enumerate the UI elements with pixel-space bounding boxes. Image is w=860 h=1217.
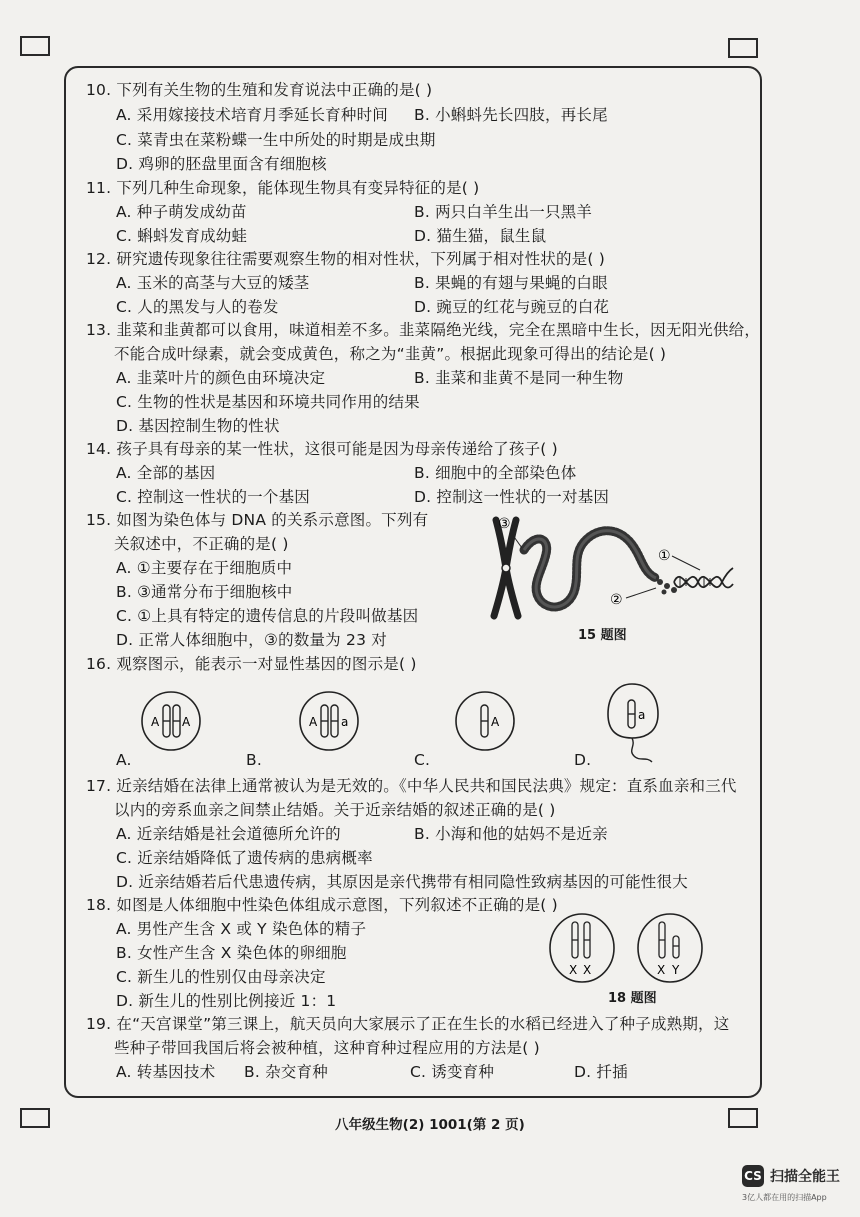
page-footer: 八年级生物(2) 1001(第 2 页) [335, 1117, 525, 1133]
label-2: ② [610, 592, 623, 608]
q17-option-c: C. 近亲结婚降低了遗传病的患病概率 [116, 849, 373, 867]
q15-stem: 15. 如图为染色体与 DNA 的关系示意图。下列有 [86, 511, 429, 529]
gene-b-left: A [309, 715, 318, 729]
q13-option-b: B. 韭菜和韭黄不是同一种生物 [414, 369, 624, 387]
label-3: ③ [498, 516, 511, 532]
gene-b-right: a [341, 715, 349, 729]
q15-option-c: C. ①上具有特定的遗传信息的片段叫做基因 [116, 607, 419, 625]
q18-option-d: D. 新生儿的性别比例接近 1：1 [116, 992, 337, 1010]
corner-mark-top-right [728, 38, 758, 58]
chromosome-dna-diagram [484, 512, 734, 624]
cell-diagram-b [298, 690, 360, 752]
q15-option-b: B. ③通常分布于细胞核中 [116, 583, 293, 601]
q13-stem-continued: 不能合成叶绿素，就会变成黄色，称之为“韭黄”。根据此现象可得出的结论是( ) [114, 345, 667, 363]
q17-option-d: D. 近亲结婚若后代患遗传病，其原因是亲代携带有相同隐性致病基因的可能性很大 [116, 873, 688, 891]
brand-tagline: 3亿人都在用的扫描App [742, 1193, 827, 1202]
q18-stem: 18. 如图是人体细胞中性染色体组成示意图，下列叙述不正确的是( ) [86, 896, 558, 914]
q17-option-b: B. 小海和他的姑妈不是近亲 [414, 825, 608, 843]
q11-option-c: C. 蝌蚪发育成幼蛙 [116, 227, 248, 245]
q16-stem: 16. 观察图示，能表示一对显性基因的图示是( ) [86, 655, 417, 673]
q16-option-c: C. [414, 751, 431, 769]
q10-stem: 10. 下列有关生物的生殖和发育说法中正确的是( ) [86, 81, 433, 99]
q19-option-b: B. 杂交育种 [244, 1063, 328, 1081]
q14-stem: 14. 孩子具有母亲的某一性状，这很可能是因为母亲传递给了孩子( ) [86, 440, 558, 458]
cs-logo-icon: CS [742, 1165, 764, 1187]
q10-option-b: B. 小蝌蚪先长四肢，再长尾 [414, 106, 608, 124]
q12-stem: 12. 研究遗传现象往往需要观察生物的相对性状，下列属于相对性状的是( ) [86, 250, 606, 268]
q18-option-a: A. 男性产生含 X 或 Y 染色体的精子 [116, 920, 367, 938]
q15-option-a: A. ①主要存在于细胞质中 [116, 559, 293, 577]
q18-option-c: C. 新生儿的性别仅由母亲决定 [116, 968, 326, 986]
q13-option-a: A. 韭菜叶片的颜色由环境决定 [116, 369, 326, 387]
q17-stem: 17. 近亲结婚在法律上通常被认为是无效的。《中华人民共和国民法典》规定：直系血亲和三代 [86, 777, 737, 795]
scanner-watermark [742, 1165, 840, 1187]
q19-option-d: D. 扦插 [574, 1063, 628, 1081]
q12-option-c: C. 人的黑发与人的卷发 [116, 298, 279, 316]
q13-stem: 13. 韭菜和韭黄都可以食用，味道相差不多。韭菜隔绝光线，完全在黑暗中生长，因无阳光供给， [86, 321, 761, 339]
q10-option-a: A. 采用嫁接技术培育月季延长育种时间 [116, 106, 388, 124]
corner-mark-top-left [20, 36, 50, 56]
q11-option-a: A. 种子萌发成幼苗 [116, 203, 247, 221]
q15-stem-continued: 关叙述中，不正确的是( ) [114, 535, 289, 553]
q17-stem-continued: 以内的旁系血亲之间禁止结婚。关于近亲结婚的叙述正确的是( ) [114, 801, 556, 819]
q11-stem: 11. 下列几种生命现象，能体现生物具有变异特征的是( ) [86, 179, 480, 197]
q19-stem: 19. 在“天宫课堂”第三课上，航天员向大家展示了正在生长的水稻已经进入了种子成熟期，这 [86, 1015, 730, 1033]
q19-stem-continued: 些种子带回我国后将会被种植，这种育种过程应用的方法是( ) [114, 1039, 540, 1057]
chromosome-label-xx-1: X [569, 963, 578, 977]
cell-diagram-a [140, 690, 202, 752]
q12-option-a: A. 玉米的高茎与大豆的矮茎 [116, 274, 310, 292]
q14-option-c: C. 控制这一性状的一个基因 [116, 488, 310, 506]
chromosome-label-xy-2: Y [672, 963, 680, 977]
q13-option-c: C. 生物的性状是基因和环境共同作用的结果 [116, 393, 420, 411]
sperm-diagram-d [606, 680, 686, 766]
q16-option-b: B. [246, 751, 262, 769]
sex-chromosome-diagram [548, 912, 708, 984]
q18-option-b: B. 女性产生含 X 染色体的卵细胞 [116, 944, 347, 962]
q12-option-b: B. 果蝇的有翅与果蝇的白眼 [414, 274, 608, 292]
q14-option-d: D. 控制这一性状的一对基因 [414, 488, 610, 506]
label-1: ① [658, 548, 671, 564]
q10-option-c: C. 菜青虫在菜粉蝶一生中所处的时期是成虫期 [116, 131, 436, 149]
q10-option-d: D. 鸡卵的胚盘里面含有细胞核 [116, 155, 327, 173]
chromosome-label-xy-1: X [657, 963, 666, 977]
chromosome-label-xx-2: X [583, 963, 592, 977]
gene-d: a [638, 708, 646, 722]
cell-diagram-c [454, 690, 516, 752]
q15-option-d: D. 正常人体细胞中，③的数量为 23 对 [116, 631, 387, 649]
q16-option-a: A. [116, 751, 132, 769]
q14-option-b: B. 细胞中的全部染色体 [414, 464, 577, 482]
brand-name: 扫描全能王 [770, 1169, 840, 1185]
q13-option-d: D. 基因控制生物的性状 [116, 417, 280, 435]
q19-option-a: A. 转基因技术 [116, 1063, 216, 1081]
q15-figure-caption: 15 题图 [578, 628, 627, 643]
q14-option-a: A. 全部的基因 [116, 464, 216, 482]
q18-figure-caption: 18 题图 [608, 991, 657, 1006]
q17-option-a: A. 近亲结婚是社会道德所允许的 [116, 825, 341, 843]
q11-option-b: B. 两只白羊生出一只黑羊 [414, 203, 593, 221]
gene-a-left: A [151, 715, 160, 729]
q16-option-d: D. [574, 751, 592, 769]
gene-a-right: A [182, 715, 191, 729]
q19-option-c: C. 诱变育种 [410, 1063, 495, 1081]
gene-c: A [491, 715, 500, 729]
q12-option-d: D. 豌豆的红花与豌豆的白花 [414, 298, 610, 316]
q11-option-d: D. 猫生猫，鼠生鼠 [414, 227, 547, 245]
